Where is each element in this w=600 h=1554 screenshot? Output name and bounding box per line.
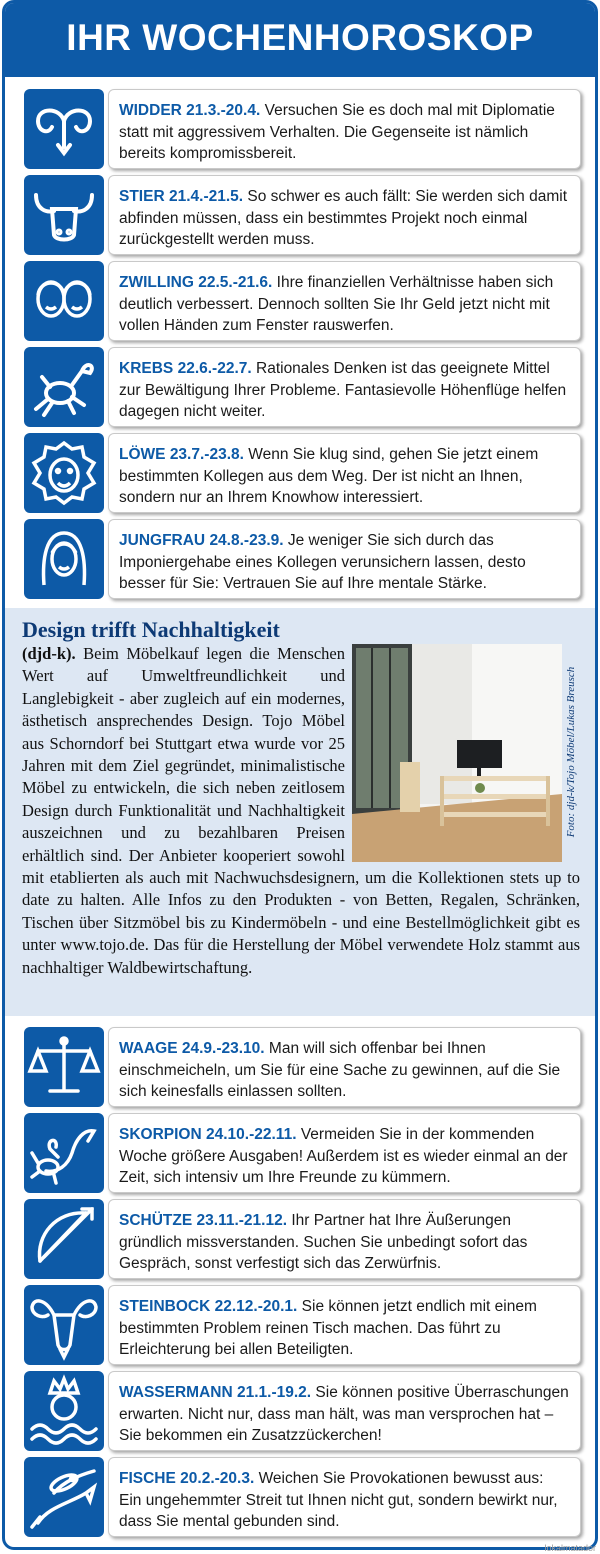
sign-name: STEINBOCK: [119, 1298, 211, 1315]
sign-scorpio: [24, 1113, 581, 1193]
sign-card: [108, 1027, 581, 1107]
capricorn-icon: [24, 1285, 104, 1365]
taurus-icon: [24, 175, 104, 255]
sign-card: [108, 1113, 581, 1193]
sign-aries: [24, 89, 581, 169]
sign-capricorn: [24, 1285, 581, 1365]
sign-date: 22.6.-22.7.: [177, 360, 252, 377]
article-lead: (djd-k).: [22, 644, 76, 663]
horoscope-panel: [2, 0, 598, 1550]
sign-text: Je weniger Sie sich durch das Imponiergehabe eines Kollegen verunsichern lassen, desto besser für Sie: Vertrauen Sie auf Ihre mentale Stärke.: [119, 532, 526, 592]
sign-date: 23.11.-21.12.: [196, 1212, 288, 1229]
sign-name: SCHÜTZE: [119, 1212, 193, 1229]
sign-card: [108, 89, 581, 169]
sign-name: KREBS: [119, 360, 174, 377]
aries-icon: [24, 89, 104, 169]
sign-name: LÖWE: [119, 446, 166, 463]
sign-text: Vermeiden Sie in der kommenden Woche größere Ausgaben! Außerdem ist es wieder einmal an der Zeit, sich intensiv um Ihre Freunde zu kümmern.: [119, 1126, 568, 1186]
sign-name: WAAGE: [119, 1040, 178, 1057]
sign-text: Weichen Sie Provokationen bewusst aus: Ein ungehemmter Streit tut Ihnen nicht gut, sondern bewirkt nur, dass Sie mental gebunden sind.: [119, 1470, 558, 1530]
sign-name: SKORPION: [119, 1126, 202, 1143]
sign-date: 21.1.-19.2.: [236, 1384, 312, 1401]
sign-name: JUNGFRAU: [119, 532, 206, 549]
sign-text: Ihr Partner hat Ihre Äußerungen gründlich missverstanden. Suchen Sie unbedingt sofort das Gespräch, sonst verfestigt sich das Zerwürfnis.: [119, 1212, 528, 1272]
sign-card: [108, 1457, 581, 1537]
sign-aquarius: [24, 1371, 581, 1451]
sign-cancer: [24, 347, 581, 427]
sign-date: 24.9.-23.10.: [181, 1040, 265, 1057]
leo-icon: [24, 433, 104, 513]
article-title: Design trifft Nachhaltigkeit: [22, 617, 280, 642]
virgo-icon: [24, 519, 104, 599]
sign-gemini: [24, 261, 581, 341]
gemini-icon: [24, 261, 104, 341]
sign-text: Versuchen Sie es doch mal mit Diplomatie statt mit aggressivem Verhalten. Die Gegenseite ist nämlich bereits kompromissbereit.: [119, 102, 555, 162]
sign-card: [108, 261, 581, 341]
libra-icon: [24, 1027, 104, 1107]
sign-text: Ihre finanziellen Verhältnisse haben sich deutlich verbessert. Dennoch sollten Sie Ihr Geld jetzt nicht mit vollen Händen zum Fenster rauswerfen.: [119, 274, 554, 334]
sign-virgo: [24, 519, 581, 599]
sign-text: Sie können jetzt endlich mit einem bestimmten Problem reinen Tisch machen. Das führt zu Erleichterung bei allen Beteiligten.: [119, 1298, 537, 1358]
sign-card: [108, 433, 581, 513]
sign-card: [108, 1285, 581, 1365]
page-title: IHR WOCHENHOROSKOP: [66, 17, 534, 58]
sign-card: [108, 347, 581, 427]
pisces-icon: [24, 1457, 104, 1537]
sign-text: Wenn Sie klug sind, gehen Sie jetzt einem bestimmten Kollegen aus dem Weg. Der ist nicht an Ihnen, sondern nur an Ihrem Knowhow interessiert.: [119, 446, 539, 506]
sagittarius-icon: [24, 1199, 104, 1279]
sign-name: ZWILLING: [119, 274, 194, 291]
cancer-icon: [24, 347, 104, 427]
sign-date: 23.7.-23.8.: [169, 446, 244, 463]
article-body: [22, 643, 580, 979]
sign-text: Rationales Denken ist das geeignete Mittel zur Bewältigung Ihrer Probleme. Fantasievolle Höhenflüge helfen dagegen nicht weiter.: [119, 360, 567, 420]
sign-libra: [24, 1027, 581, 1107]
sign-card: [108, 1371, 581, 1451]
sign-name: WASSERMANN: [119, 1384, 233, 1401]
sign-leo: [24, 433, 581, 513]
scorpio-icon: [24, 1113, 104, 1193]
sign-date: 22.5.-21.6.: [198, 274, 273, 291]
sign-text: Sie können positive Überraschungen erwarten. Nicht nur, dass man hält, was man versprochen hat – Sie bekommen ein Zusatzzückerchen!: [119, 1384, 569, 1444]
sign-sagittarius: [24, 1199, 581, 1279]
sign-date: 21.4.-21.5.: [168, 188, 244, 205]
sign-date: 24.8.-23.9.: [209, 532, 284, 549]
furniture-photo: [352, 644, 562, 862]
sign-text: So schwer es auch fällt: Sie werden sich damit abfinden müssen, dass ein bestimmtes Projekt noch einmal zurückgestellt werden muss.: [119, 188, 568, 248]
sign-date: 20.2.-20.3.: [180, 1470, 255, 1487]
article-box: [5, 608, 595, 1016]
sign-name: WIDDER: [119, 102, 182, 119]
photo-credit: [562, 643, 580, 861]
sign-name: FISCHE: [119, 1470, 176, 1487]
sign-taurus: [24, 175, 581, 255]
sign-date: 21.3.-20.4.: [186, 102, 261, 119]
sign-card: [108, 519, 581, 599]
sign-card: [108, 1199, 581, 1279]
sign-date: 22.12.-20.1.: [214, 1298, 298, 1315]
article-text: Beim Möbelkauf legen die Menschen Wert auf Umweltfreundlichkeit und Langlebigkeit - aber zugleich auf ein modernes, ästhetisch ansprechendes Design. Tojo Möbel aus Schorndorf bei Stuttgart etwa wurde vor 25 Jahren mit dem Ziel gegründet, minimalistische Möbel zu entwickeln, die sich neben zeitlosem Design durch Funktionalität und Nachhaltigkeit auszeichnen und zu bezahlbaren Preisen erhältlich sind. Der Anbieter kooperiert sowohl mit etablierten als auch mit Nachwuchsdesignern, um die Kollektionen stets up to date zu halten. Alle Infos zu den Produkten - von Betten, Regalen, Schränken, Tischen über Sitzmöbel bis zu Kindermöbeln - und eine Bestellmöglichkeit gibt es unter www.tojo.de. Das für die Herstellung der Möbel verwendete Holz stammt aus nachhaltiger Waldbewirtschaftung.: [22, 644, 580, 977]
sign-date: 24.10.-22.11.: [206, 1126, 297, 1143]
watermark: lokalmatador: [544, 1543, 596, 1553]
title-bar: [5, 3, 595, 77]
aquarius-icon: [24, 1371, 104, 1451]
sign-pisces: [24, 1457, 581, 1537]
sign-name: STIER: [119, 188, 165, 205]
sign-card: [108, 175, 581, 255]
sign-text: Man will sich offenbar bei Ihnen einschmeicheln, um Sie für eine Sache zu gewinnen, auf die Sie sich keinesfalls einlassen sollten.: [119, 1040, 561, 1100]
photo-credit-text: Foto: djd-k/Tojo Möbel/Lukas Breusch: [564, 666, 577, 838]
